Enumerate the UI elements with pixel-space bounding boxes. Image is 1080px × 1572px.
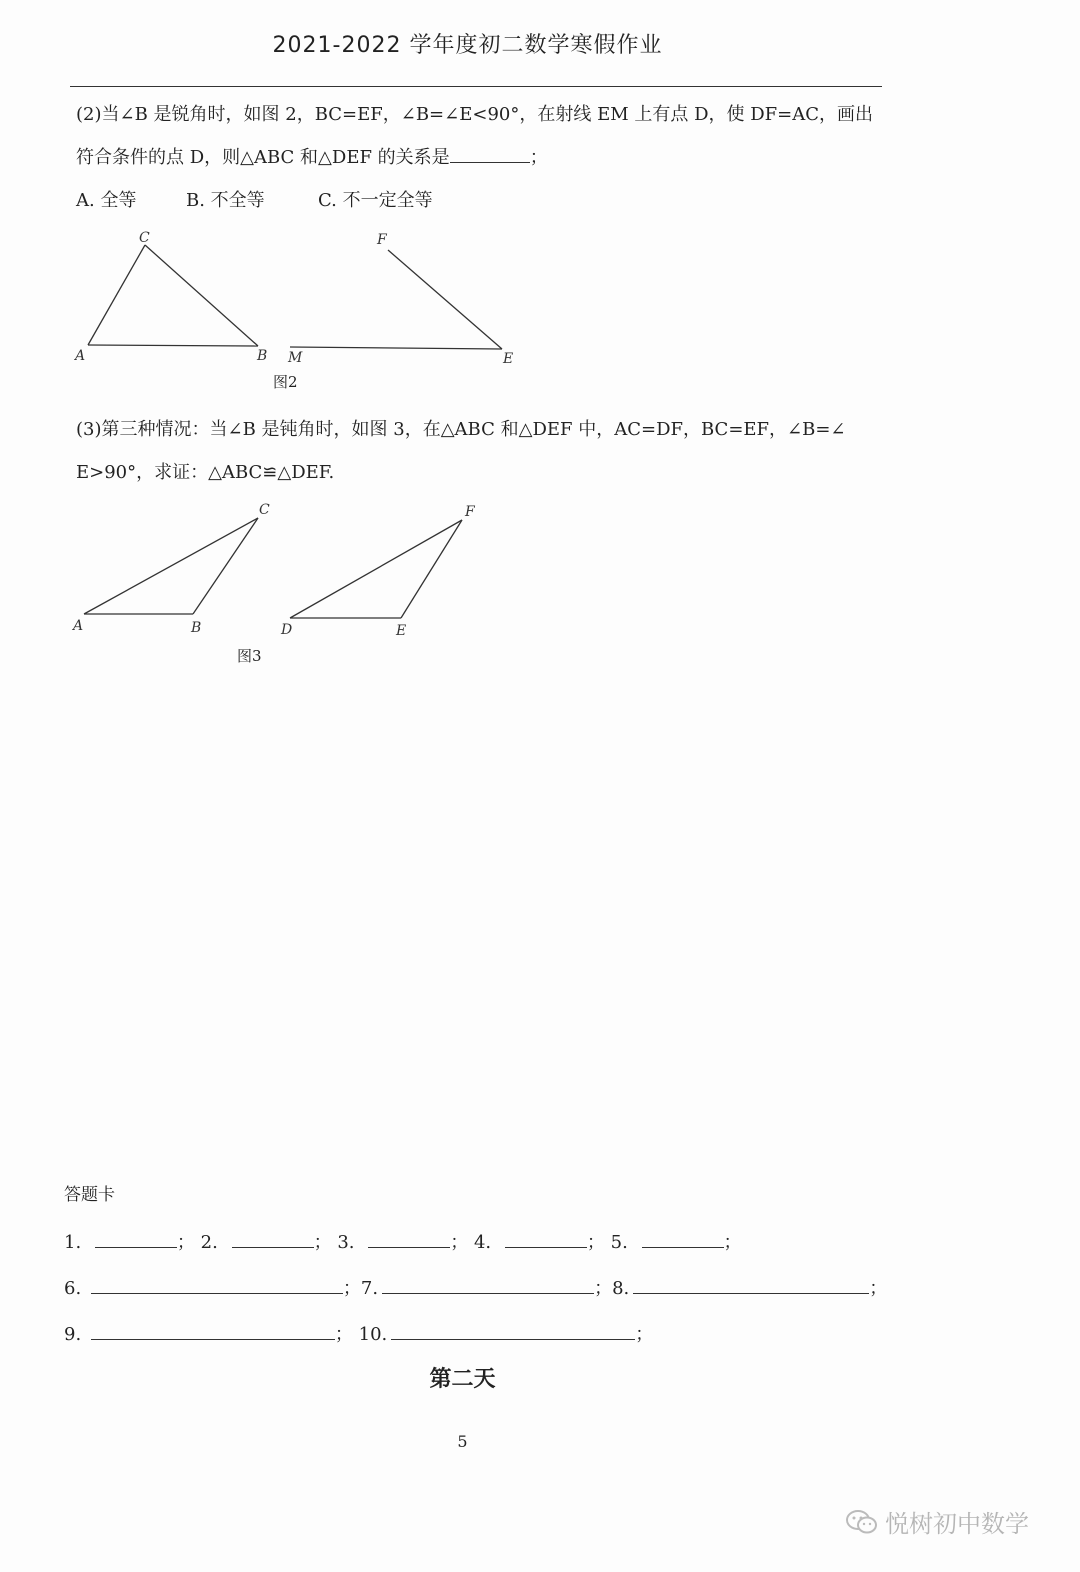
answer-label-6: 6. (64, 1278, 82, 1299)
fig3-label-d: D (281, 622, 293, 638)
answer-sep-1: ； (176, 1232, 195, 1253)
answer-label-7: 7. (360, 1278, 379, 1299)
answer-label-9: 9. (64, 1324, 82, 1345)
fig3-side-df (290, 520, 462, 618)
watermark-text: 悦树初中数学 (885, 1510, 1029, 1538)
answer-row-3 (64, 1320, 653, 1346)
answer-sep-10: ； (635, 1324, 654, 1345)
answer-blank-4[interactable] (505, 1229, 587, 1248)
answer-sep-8: ； (869, 1278, 888, 1299)
fig2-ray-em (290, 347, 502, 349)
q3-line1: (3)第三种情况：当∠B 是钝角时，如图 3，在△ABC 和△DEF 中，AC=DF，BC=EF，∠B=∠ (76, 419, 846, 440)
fig3-label-f: F (465, 504, 475, 520)
q2-option-a: A. 全等 (76, 190, 137, 211)
fig2-side-ac (88, 245, 145, 345)
answer-card-title: 答题卡 (64, 1185, 115, 1205)
answer-blank-5[interactable] (642, 1229, 724, 1248)
day-two-heading: 第二天 (429, 1367, 496, 1392)
fig2-label-a: A (75, 348, 86, 364)
q2-line2-suffix: ； (529, 147, 548, 168)
fig2-side-ab (88, 345, 258, 346)
q2-line1: (2)当∠B 是锐角时，如图 2，BC=EF，∠B=∠E<90°，在射线 EM 上有点 D，使 DF=AC，画出 (76, 104, 874, 125)
fig3-label-e: E (396, 623, 407, 639)
answer-sep-3: ； (450, 1232, 469, 1253)
fig2-label-m: M (288, 350, 303, 366)
answer-label-3: 3. (337, 1232, 355, 1253)
q2-line2-text: 符合条件的点 D，则△ABC 和△DEF 的关系是 (76, 147, 450, 168)
fig3-side-fe (401, 520, 462, 618)
fig2-label-e: E (503, 351, 514, 367)
figure-3 (0, 495, 520, 645)
answer-label-2: 2. (200, 1232, 218, 1253)
q2-line2 (76, 143, 548, 169)
answer-sep-7: ； (594, 1278, 613, 1299)
page-header-title: 2021-2022 学年度初二数学寒假作业 (272, 33, 663, 58)
answer-blank-2[interactable] (232, 1229, 314, 1248)
watermark (845, 1504, 1029, 1542)
answer-blank-8[interactable] (633, 1275, 869, 1294)
answer-row-2 (64, 1274, 887, 1300)
answer-blank-9[interactable] (91, 1321, 335, 1340)
figure-3-caption: 图3 (237, 647, 262, 665)
answer-blank-3[interactable] (368, 1229, 450, 1248)
fig2-side-fe (388, 250, 502, 349)
answer-row-1 (64, 1228, 742, 1254)
q2-option-c: C. 不一定全等 (318, 190, 433, 211)
q3-line2: E>90°，求证：△ABC≌△DEF. (76, 462, 335, 483)
page-number: 5 (457, 1432, 468, 1451)
answer-label-4: 4. (473, 1232, 492, 1253)
fig3-label-b: B (191, 620, 202, 636)
fig2-label-f: F (377, 232, 387, 248)
fig3-label-a: A (73, 618, 84, 634)
answer-blank-7[interactable] (382, 1275, 594, 1294)
fig3-side-cb (193, 518, 258, 614)
answer-label-5: 5. (610, 1232, 628, 1253)
answer-blank-6[interactable] (91, 1275, 343, 1294)
answer-label-10: 10. (358, 1324, 388, 1345)
figure-2-caption: 图2 (273, 373, 298, 391)
fig2-label-b: B (257, 348, 268, 364)
answer-blank-1[interactable] (95, 1229, 177, 1248)
answer-sep-4: ； (586, 1232, 605, 1253)
header-divider (70, 86, 882, 87)
fig2-label-c: C (139, 230, 150, 246)
fig3-side-ac (84, 518, 258, 614)
fig3-label-c: C (259, 502, 270, 518)
answer-sep-9: ； (334, 1324, 353, 1345)
answer-sep-2: ； (313, 1232, 332, 1253)
answer-sep-6: ； (342, 1278, 361, 1299)
answer-label-1: 1. (64, 1232, 82, 1253)
answer-label-8: 8. (612, 1278, 630, 1299)
fig2-side-cb (145, 245, 258, 346)
answer-blank-10[interactable] (391, 1321, 635, 1340)
answer-sep-5: ； (723, 1232, 742, 1253)
q2-answer-blank[interactable] (450, 144, 530, 163)
wechat-icon (845, 1508, 879, 1542)
q2-option-b: B. 不全等 (186, 190, 265, 211)
